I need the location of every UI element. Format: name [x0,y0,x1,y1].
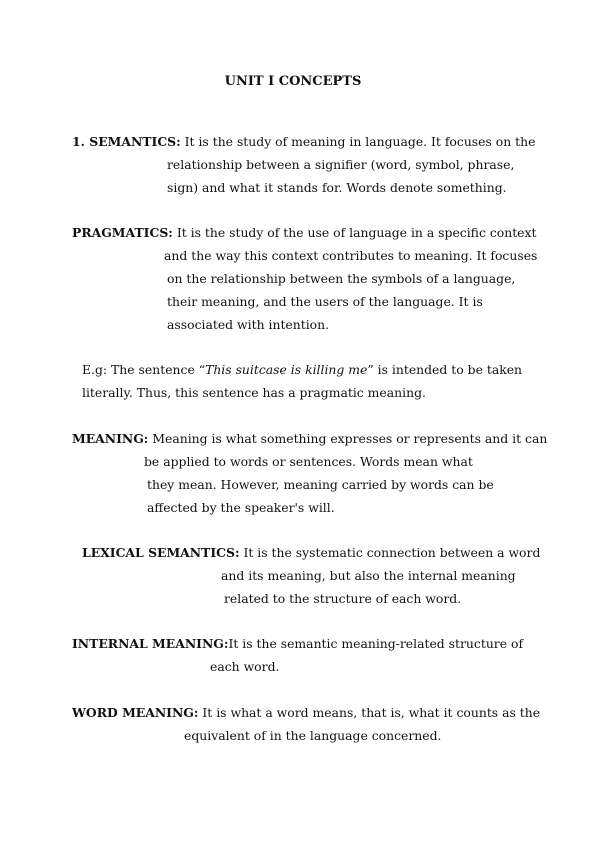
lexical-line-1 [82,541,540,564]
example-line-2: literally. Thus, this sentence has a pragmatic meaning. [82,385,426,400]
word-meaning-line-2: equivalent of in the language concerned. [184,728,442,743]
lexical-line-2: and its meaning, but also the internal meaning [221,568,516,583]
word-meaning-term: WORD MEANING: [72,705,199,720]
meaning-line-3: they mean. However, meaning carried by words can be [147,477,494,492]
pragmatics-line-5: associated with intention. [167,317,330,332]
pragmatics-text-1: It is the study of the use of language in a specific context [172,225,537,240]
pragmatics-term: PRAGMATICS: [72,225,173,240]
semantics-line-3: sign) and what it stands for. Words denote something. [167,180,507,195]
lexical-term: LEXICAL SEMANTICS: [82,545,240,560]
meaning-line-2: be applied to words or sentences. Words mean what [144,454,473,469]
semantics-text-1: It is the study of meaning in language. It focuses on the [180,134,536,149]
meaning-line-1 [72,427,547,450]
example-prefix: E.g: The sentence “ [82,362,206,377]
word-meaning-line-1 [72,701,540,724]
internal-text-1: It is the semantic meaning-related structure of [228,636,524,651]
semantics-term: 1. SEMANTICS: [72,134,181,149]
meaning-term: MEANING: [72,431,149,446]
lexical-line-3: related to the structure of each word. [224,591,462,606]
pragmatics-line-2: and the way this context contributes to meaning. It focuses [164,248,538,263]
semantics-line-2: relationship between a signifier (word, symbol, phrase, [167,157,515,172]
pragmatics-line-4: their meaning, and the users of the language. It is [167,294,483,309]
pragmatics-line-1 [72,221,536,244]
word-meaning-text-1: It is what a word means, that is, what it counts as the [198,705,541,720]
internal-term: INTERNAL MEANING: [72,636,229,651]
example-quote: This suitcase is killing me [205,362,368,377]
semantics-line-1 [72,130,535,153]
page-title: UNIT I CONCEPTS [224,74,362,89]
internal-line-2: each word. [210,659,280,674]
lexical-text-1: It is the systematic connection between a word [239,545,541,560]
meaning-line-4: affected by the speaker's will. [147,500,335,515]
pragmatics-line-3: on the relationship between the symbols of a language, [167,271,516,286]
meaning-text-1: Meaning is what something expresses or represents and it can [148,431,548,446]
internal-line-1 [72,632,523,655]
example-suffix: ” is intended to be taken [367,362,523,377]
example-line-1 [82,358,522,381]
